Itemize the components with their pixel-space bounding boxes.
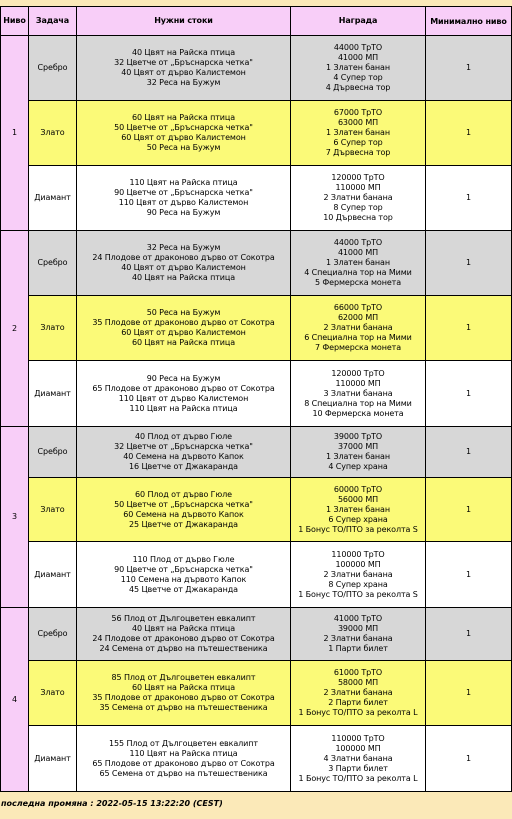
reward-item: 1 Златен банан <box>326 452 390 461</box>
needed-good: 155 Плод от Дългоцветен евкалипт <box>109 738 258 748</box>
task-cell: Злато <box>29 296 77 361</box>
reward-item: 63000 МП <box>337 118 379 127</box>
reward-item: 8 Супер тор <box>333 203 383 212</box>
table-body <box>1 36 512 792</box>
reward-item: 2 Златни банана <box>323 634 393 643</box>
reward-cell <box>291 478 426 542</box>
min-level-cell: 1 <box>426 166 512 231</box>
task-cell: Злато <box>29 478 77 542</box>
min-level-cell: 1 <box>426 726 512 792</box>
reward-cell <box>291 36 426 101</box>
needed-good: 110 Цвят на Райска птица <box>129 403 238 413</box>
header-task: Задача <box>29 7 77 36</box>
needed-good: 90 Реса на Бужум <box>146 373 221 383</box>
needs-cell <box>77 661 291 726</box>
task-cell: Диамант <box>29 361 77 427</box>
quest-table-container <box>0 6 511 797</box>
needed-good: 40 Плод от дърво Гюле <box>135 432 232 441</box>
needed-good: 40 Цвят на Райска птица <box>131 273 236 282</box>
reward-item: 1 Златен банан <box>326 128 390 137</box>
needed-good: 32 Реса на Бужум <box>146 243 221 252</box>
min-level-cell: 1 <box>426 661 512 726</box>
needed-good: 45 Цветче от Джакаранда <box>129 584 238 594</box>
reward-item: 6 Специална тор на Мими <box>304 333 412 342</box>
task-cell: Сребро <box>29 36 77 101</box>
reward-item: 110000 МП <box>335 378 381 388</box>
min-level-cell: 1 <box>426 608 512 661</box>
reward-item: 66000 ТрТО <box>333 303 383 312</box>
reward-item: 2 Златни банана <box>323 688 393 697</box>
reward-item: 58000 МП <box>337 678 379 687</box>
needs-cell <box>77 36 291 101</box>
reward-item: 39000 МП <box>337 624 379 633</box>
reward-item: 2 Златни банана <box>323 569 393 579</box>
task-cell: Сребро <box>29 231 77 296</box>
table-row <box>1 231 512 296</box>
needed-good: 24 Плодове от драконово дърво от Сокотра <box>92 253 275 262</box>
reward-item: 4 Златни банана <box>323 753 393 763</box>
reward-item: 60000 ТрТО <box>333 484 383 494</box>
table-row <box>1 478 512 542</box>
header-level: Ниво <box>1 7 29 36</box>
min-level-cell: 1 <box>426 361 512 427</box>
reward-item: 4 Специална тор на Мими <box>304 268 412 277</box>
reward-item: 8 Супер храна <box>328 579 388 589</box>
needed-good: 35 Плодове от драконово дърво от Сокотра <box>92 318 275 327</box>
needed-good: 32 Цветче от „Бръснарска четка" <box>114 442 253 451</box>
needed-good: 60 Цвят на Райска птица <box>131 338 236 347</box>
reward-item: 2 Парти билет <box>328 698 388 707</box>
reward-item: 1 Бонус ТО/ПТО за реколта L <box>298 708 418 717</box>
needed-good: 60 Цвят от дърво Калистемон <box>121 133 246 142</box>
task-cell: Диамант <box>29 542 77 608</box>
header-needs: Нужни стоки <box>77 7 291 36</box>
needed-good: 110 Цвят от дърво Калистемон <box>118 393 249 403</box>
table-row <box>1 726 512 792</box>
task-cell: Злато <box>29 101 77 166</box>
reward-item: 1 Бонус ТО/ПТО за реколта S <box>298 524 418 534</box>
needed-good: 56 Плод от Дългоцветен евкалипт <box>111 614 256 623</box>
reward-item: 120000 ТрТО <box>331 368 385 378</box>
reward-item: 10 Дървесна тор <box>323 213 393 222</box>
needed-good: 85 Плод от Дългоцветен евкалипт <box>111 673 256 682</box>
task-cell: Злато <box>29 661 77 726</box>
needed-good: 40 Цвят от дърво Калистемон <box>121 263 246 272</box>
needed-good: 50 Цветче от „Бръснарска четка" <box>114 499 253 509</box>
reward-item: 120000 ТрТО <box>331 173 385 182</box>
reward-item: 62000 МП <box>337 313 379 322</box>
table-row <box>1 427 512 478</box>
needs-cell <box>77 101 291 166</box>
reward-item: 39000 ТрТО <box>333 432 383 441</box>
min-level-cell: 1 <box>426 231 512 296</box>
needed-good: 40 Цвят на Райска птица <box>131 48 236 57</box>
needed-good: 60 Семена на дървото Капок <box>123 509 244 519</box>
needed-good: 32 Цветче от „Бръснарска четка" <box>114 58 253 67</box>
reward-item: 1 Златен банан <box>326 63 390 72</box>
min-level-cell: 1 <box>426 101 512 166</box>
needs-cell <box>77 296 291 361</box>
needed-good: 24 Плодове от драконово дърво от Сокотра <box>92 634 275 643</box>
table-row <box>1 36 512 101</box>
needed-good: 60 Цвят от дърво Калистемон <box>121 328 246 337</box>
needs-cell <box>77 166 291 231</box>
reward-cell <box>291 296 426 361</box>
reward-item: 37000 МП <box>337 442 379 451</box>
reward-item: 110000 МП <box>335 183 381 192</box>
reward-item: 100000 МП <box>335 559 381 569</box>
reward-item: 4 Супер тор <box>333 73 383 82</box>
reward-item: 4 Дървесна тор <box>325 83 391 92</box>
reward-cell <box>291 608 426 661</box>
task-cell: Сребро <box>29 427 77 478</box>
needs-cell <box>77 231 291 296</box>
needed-good: 16 Цветче от Джакаранда <box>129 462 238 471</box>
needed-good: 40 Цвят на Райска птица <box>131 624 236 633</box>
needs-cell <box>77 361 291 427</box>
needed-good: 60 Плод от дърво Гюле <box>135 489 232 499</box>
needed-good: 50 Цветче от „Бръснарска четка" <box>114 123 253 132</box>
needs-cell <box>77 608 291 661</box>
table-header-row <box>1 7 512 36</box>
needed-good: 65 Плодове от драконово дърво от Сокотра <box>92 758 275 768</box>
needs-cell <box>77 427 291 478</box>
reward-item: 6 Супер тор <box>333 138 383 147</box>
reward-item: 41000 ТрТО <box>333 614 383 623</box>
reward-item: 110000 ТрТО <box>331 733 385 743</box>
quest-table <box>0 6 512 792</box>
needs-cell <box>77 542 291 608</box>
needed-good: 90 Цветче от „Бръснарска четка" <box>114 188 253 197</box>
needed-good: 50 Реса на Бужум <box>146 143 221 152</box>
reward-cell <box>291 427 426 478</box>
min-level-cell: 1 <box>426 427 512 478</box>
reward-cell <box>291 726 426 792</box>
needed-good: 110 Цвят на Райска птица <box>129 178 238 187</box>
min-level-cell: 1 <box>426 36 512 101</box>
needs-cell <box>77 478 291 542</box>
needed-good: 60 Цвят на Райска птица <box>131 683 236 692</box>
reward-item: 1 Парти билет <box>328 644 388 653</box>
table-row <box>1 608 512 661</box>
reward-item: 67000 ТрТО <box>333 108 383 117</box>
reward-item: 3 Златни банана <box>323 388 393 398</box>
reward-item: 110000 ТрТО <box>331 549 385 559</box>
task-cell: Диамант <box>29 166 77 231</box>
reward-item: 1 Бонус ТО/ПТО за реколта L <box>298 773 418 783</box>
needed-good: 110 Семена на дървото Капок <box>120 574 247 584</box>
table-row <box>1 361 512 427</box>
reward-item: 1 Бонус ТО/ПТО за реколта S <box>298 589 418 599</box>
needs-cell <box>77 726 291 792</box>
table-row <box>1 542 512 608</box>
reward-item: 4 Супер храна <box>328 462 388 471</box>
reward-cell <box>291 231 426 296</box>
last-modified-footer: последна промяна : 2022-05-15 13:22:20 (CEST) <box>1 799 223 808</box>
reward-item: 5 Фермерска монета <box>314 278 402 287</box>
reward-cell <box>291 542 426 608</box>
needed-good: 24 Семена от дърво на пътешественика <box>99 644 268 653</box>
reward-item: 41000 МП <box>337 248 379 257</box>
needed-good: 65 Семена от дърво на пътешественика <box>99 768 268 778</box>
needed-good: 65 Плодове от драконово дърво от Сокотра <box>92 383 275 393</box>
reward-item: 10 Фермерска монета <box>312 408 404 418</box>
reward-item: 6 Супер храна <box>328 514 388 524</box>
min-level-cell: 1 <box>426 478 512 542</box>
needed-good: 60 Цвят на Райска птица <box>131 113 236 122</box>
needed-good: 40 Семена на дървото Капок <box>123 452 244 461</box>
header-reward: Награда <box>291 7 426 36</box>
reward-item: 8 Специална тор на Мими <box>304 398 412 408</box>
reward-cell <box>291 166 426 231</box>
reward-item: 7 Фермерска монета <box>314 343 402 352</box>
table-row <box>1 166 512 231</box>
reward-item: 2 Златни банана <box>323 193 393 202</box>
table-row <box>1 101 512 166</box>
needed-good: 32 Реса на Бужум <box>146 78 221 87</box>
needed-good: 35 Семена от дърво на пътешественика <box>99 703 268 712</box>
needed-good: 25 Цветче от Джакаранда <box>129 519 238 529</box>
reward-item: 1 Златен банан <box>326 258 390 267</box>
reward-cell <box>291 661 426 726</box>
level-cell: 3 <box>1 427 29 608</box>
reward-item: 56000 МП <box>337 494 379 504</box>
reward-item: 2 Златни банана <box>323 323 393 332</box>
needed-good: 35 Плодове от драконово дърво от Сокотра <box>92 693 275 702</box>
needed-good: 110 Плод от дърво Гюле <box>132 554 235 564</box>
table-row <box>1 296 512 361</box>
reward-item: 41000 МП <box>337 53 379 62</box>
needed-good: 90 Цветче от „Бръснарска четка" <box>114 564 253 574</box>
reward-item: 61000 ТрТО <box>333 668 383 677</box>
reward-item: 3 Парти билет <box>328 763 388 773</box>
min-level-cell: 1 <box>426 296 512 361</box>
task-cell: Диамант <box>29 726 77 792</box>
reward-item: 7 Дървесна тор <box>325 148 391 157</box>
task-cell: Сребро <box>29 608 77 661</box>
reward-item: 44000 ТрТО <box>333 238 383 247</box>
level-cell: 4 <box>1 608 29 792</box>
reward-cell <box>291 101 426 166</box>
reward-item: 44000 ТрТО <box>333 43 383 52</box>
level-cell: 1 <box>1 36 29 231</box>
level-cell: 2 <box>1 231 29 427</box>
needed-good: 50 Реса на Бужум <box>146 308 221 317</box>
needed-good: 90 Реса на Бужум <box>146 208 221 217</box>
needed-good: 40 Цвят от дърво Калистемон <box>121 68 246 77</box>
reward-item: 100000 МП <box>335 743 381 753</box>
reward-cell <box>291 361 426 427</box>
reward-item: 1 Златен банан <box>326 504 390 514</box>
header-min-level: Минимално ниво <box>426 7 512 36</box>
table-row <box>1 661 512 726</box>
needed-good: 110 Цвят от дърво Калистемон <box>118 198 249 207</box>
needed-good: 110 Цвят на Райска птица <box>129 748 238 758</box>
min-level-cell: 1 <box>426 542 512 608</box>
